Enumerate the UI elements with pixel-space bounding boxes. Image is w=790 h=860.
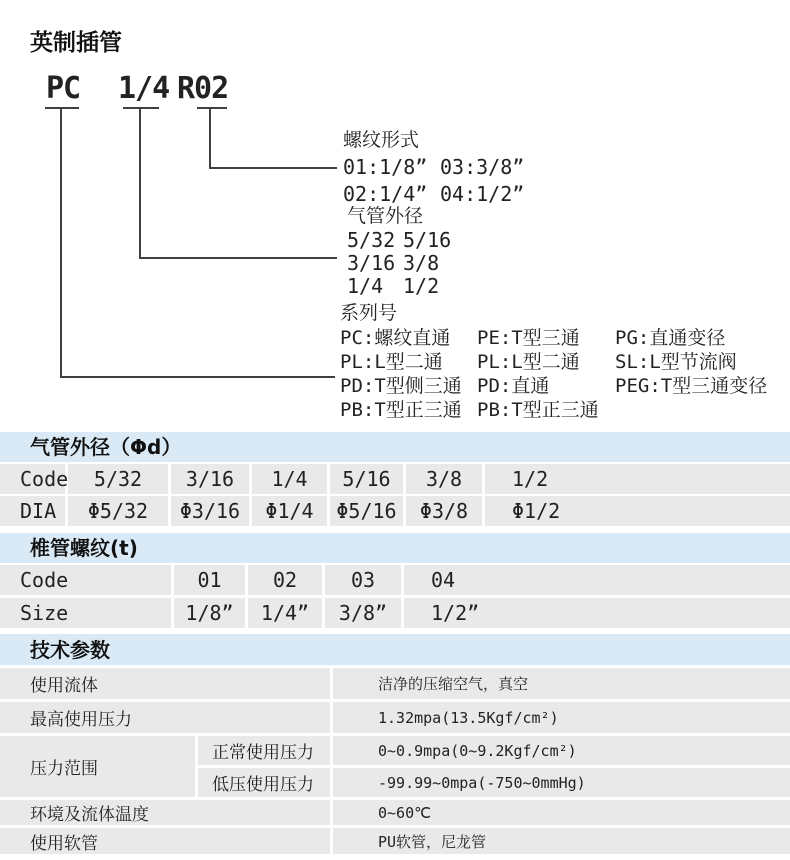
param-label: 使用流体	[0, 668, 330, 699]
thread-option: 01:1/8”	[343, 155, 428, 179]
row-label: Size	[0, 598, 171, 628]
table-cell: 3/8”	[325, 598, 401, 628]
tube-od-annotation	[347, 203, 451, 298]
table-cell: 5/32	[68, 464, 168, 494]
code-segment-thread: R02	[177, 71, 229, 106]
param-sublabel: 低压使用压力	[198, 768, 330, 797]
code-segment-series: PC	[46, 71, 81, 106]
series-option: PC:螺纹直通	[340, 327, 451, 349]
series-annotation	[340, 301, 767, 422]
table-cell: 03	[325, 565, 401, 595]
thread-option: 02:1/4”	[343, 182, 428, 206]
table-cell: 1/2	[485, 464, 790, 494]
param-value: 1.32mpa(13.5Kgf/cm²)	[333, 702, 790, 733]
table-cell: 04	[404, 565, 790, 595]
series-option: PEG:T型三通变径	[615, 375, 768, 397]
table-cell: Φ3/8	[406, 496, 482, 526]
tube-od-row	[347, 229, 451, 252]
param-value: 0~60℃	[333, 800, 790, 825]
param-sublabel: 正常使用压力	[198, 736, 330, 765]
table-cell: 3/16	[171, 464, 249, 494]
table-cell: 1/4	[252, 464, 327, 494]
series-option: PB:T型正三通	[477, 399, 599, 421]
table-cell: Φ5/32	[68, 496, 168, 526]
row-label: Code	[0, 565, 171, 595]
table-cell: Φ3/16	[171, 496, 249, 526]
tech-params-header: 技术参数	[0, 634, 790, 665]
series-option: PL:L型二通	[477, 351, 580, 373]
table-cell: 1/2”	[404, 598, 790, 628]
series-option: PL:L型二通	[340, 351, 443, 373]
table-cell: 5/16	[330, 464, 403, 494]
thread-form-row	[343, 154, 524, 181]
table-cell: Φ5/16	[330, 496, 403, 526]
taper-thread-table-header: 椎管螺纹(t)	[0, 533, 790, 563]
table-cell: 1/4”	[248, 598, 322, 628]
param-label-pressure-range: 压力范围	[0, 736, 195, 797]
row-label: Code	[0, 464, 65, 494]
param-value: 0~0.9mpa(0~9.2Kgf/cm²)	[333, 736, 790, 765]
table-cell: Φ1/4	[252, 496, 327, 526]
param-label: 环境及流体温度	[0, 800, 330, 825]
tube-od-option: 5/16	[403, 228, 452, 252]
thread-option: 03:3/8”	[440, 155, 525, 179]
tube-od-option: 1/2	[403, 274, 440, 298]
tube-od-option: 1/4	[347, 274, 384, 298]
table-cell: 02	[248, 565, 322, 595]
thread-form-annotation	[343, 127, 524, 208]
series-title: 系列号	[340, 302, 398, 324]
tube-od-table	[0, 464, 790, 526]
series-option: SL:L型节流阀	[615, 351, 737, 373]
series-row	[340, 326, 767, 350]
table-cell: 01	[174, 565, 245, 595]
series-option: PD:直通	[477, 375, 550, 397]
tube-od-title: 气管外径	[347, 205, 424, 227]
series-option: PE:T型三通	[477, 327, 580, 349]
tube-od-table-header: 气管外径（Φd）	[0, 432, 790, 462]
param-value: 洁净的压缩空气，真空	[333, 668, 790, 699]
series-row	[340, 398, 767, 422]
series-row	[340, 350, 767, 374]
page-title: 英制插管	[30, 30, 122, 56]
param-label: 使用软管	[0, 828, 330, 854]
tube-od-option: 5/32	[347, 228, 396, 252]
tube-od-option: 3/8	[403, 251, 440, 275]
taper-thread-table	[0, 565, 790, 628]
table-cell: 1/8”	[174, 598, 245, 628]
tube-od-row	[347, 275, 451, 298]
row-label: DIA	[0, 496, 65, 526]
tube-od-row	[347, 252, 451, 275]
thread-form-title: 螺纹形式	[343, 129, 420, 151]
series-option: PB:T型正三通	[340, 399, 462, 421]
param-value: -99.99~0mpa(-750~0mmHg)	[333, 768, 790, 797]
table-cell: Φ1/2	[485, 496, 790, 526]
series-row	[340, 374, 767, 398]
param-label: 最高使用压力	[0, 702, 330, 733]
param-value: PU软管，尼龙管	[333, 828, 790, 854]
code-segment-tube-size: 1/4	[118, 71, 170, 106]
tube-od-option: 3/16	[347, 251, 396, 275]
thread-option: 04:1/2”	[440, 182, 525, 206]
series-option: PD:T型侧三通	[340, 375, 462, 397]
table-cell: 3/8	[406, 464, 482, 494]
tech-params-table	[0, 668, 790, 854]
series-option: PG:直通变径	[615, 327, 726, 349]
